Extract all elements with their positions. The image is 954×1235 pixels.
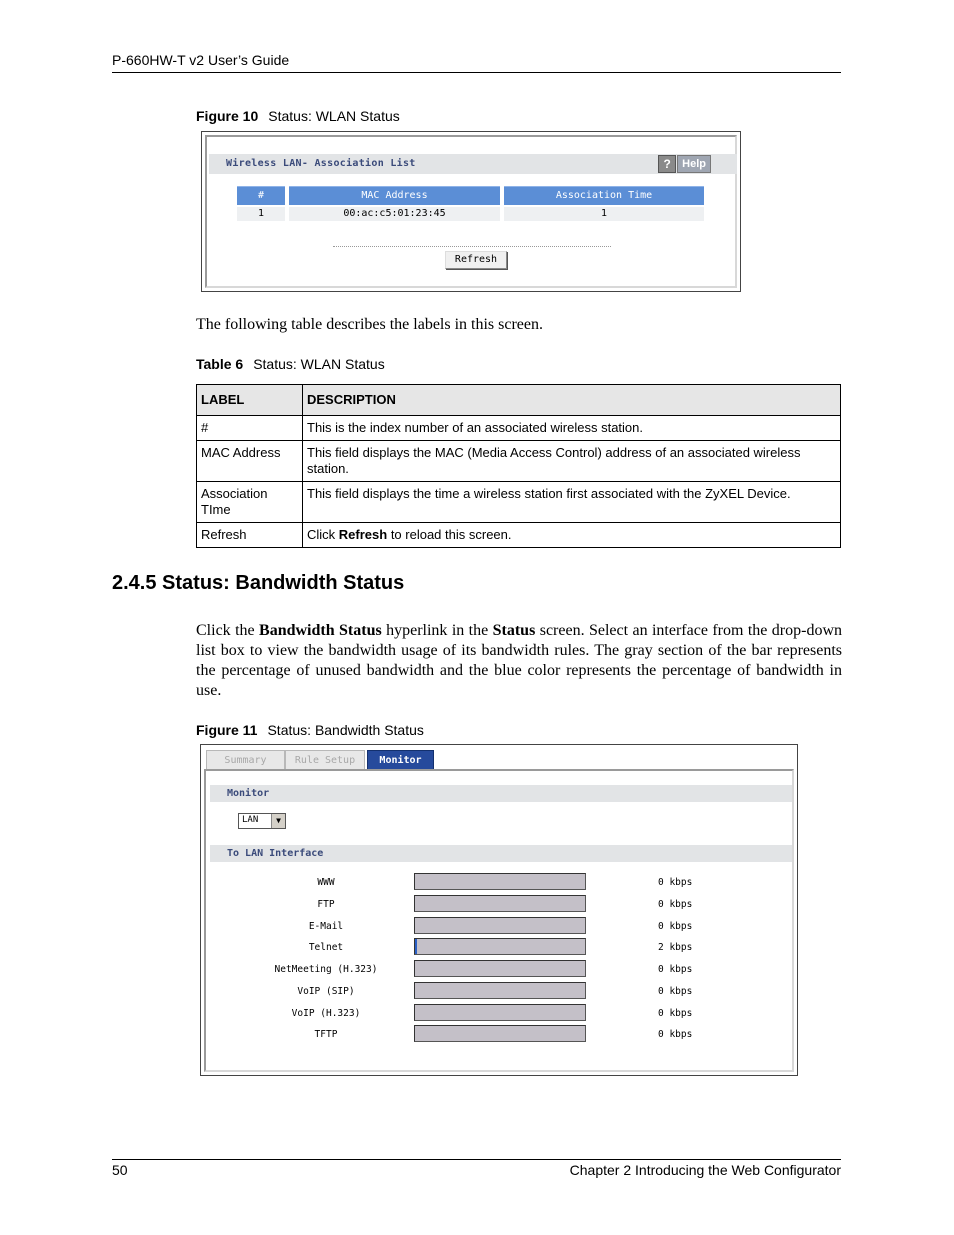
tab-rule-setup[interactable]: Rule Setup [285, 750, 365, 770]
bandwidth-row [206, 960, 792, 980]
usage-bar [414, 938, 586, 955]
figure11-label: Figure 11 [196, 722, 258, 738]
divider [333, 246, 611, 247]
bandwidth-row [206, 895, 792, 915]
row-description: This is the index number of an associated wireless station. [303, 416, 841, 441]
rule-label: VoIP (SIP) [297, 986, 355, 997]
usage-bar [414, 917, 586, 934]
interface-value: LAN [242, 815, 259, 825]
refresh-button[interactable]: Refresh [445, 251, 507, 269]
section-heading: 2.4.5 Status: Bandwidth Status [112, 572, 405, 594]
figure10-label: Figure 10 [196, 108, 259, 124]
figure10-title: Status: WLAN Status [268, 108, 400, 124]
desc-text: Click [307, 527, 339, 542]
para-bold: Bandwidth Status [259, 622, 382, 639]
row-description [303, 523, 841, 548]
figure10-screenshot [201, 131, 741, 292]
row-label: MAC Address [197, 441, 303, 482]
header-rule [112, 72, 841, 73]
bandwidth-row [206, 1025, 792, 1045]
help-icon: ? [658, 155, 676, 173]
desc-bold: Refresh [338, 527, 388, 542]
row-label: Refresh [197, 523, 303, 548]
rule-label: VoIP (H.323) [291, 1008, 361, 1019]
table-row [197, 482, 841, 523]
bandwidth-row [206, 982, 792, 1002]
section-paragraph [196, 621, 842, 701]
cell-mac: 00:ac:c5:01:23:45 [289, 207, 500, 221]
usage-bar [414, 960, 586, 977]
desc-text: to reload this screen. [387, 527, 512, 542]
bandwidth-row [206, 917, 792, 937]
interface-select[interactable] [238, 813, 286, 829]
table-row [197, 441, 841, 482]
label-description-table [196, 384, 841, 548]
col-header-index: # [237, 186, 285, 205]
rule-rate: 0 kbps [658, 921, 693, 932]
rule-rate: 2 kbps [658, 942, 693, 953]
rule-label: WWW [317, 877, 335, 888]
para-text: screen. Select an interface from the drop-down list box to view the bandwidth usage of its bandwidth rules. The gray section of the bar represents the percentage of unused bandwidth and the blue color represents the percentage of bandwidth in use. [196, 622, 842, 699]
figure10-caption [196, 108, 400, 124]
row-label: Association TIme [197, 482, 303, 523]
help-button[interactable] [658, 155, 711, 173]
help-label: Help [677, 155, 711, 173]
figure11-title: Status: Bandwidth Status [267, 722, 424, 738]
table-header-row [197, 385, 841, 416]
rule-label: FTP [317, 899, 335, 910]
rule-label: TFTP [314, 1029, 338, 1040]
usage-bar [414, 1004, 586, 1021]
bandwidth-row [206, 938, 792, 958]
table6-label: Table 6 [196, 356, 244, 372]
rule-rate: 0 kbps [658, 964, 693, 975]
monitor-panel [204, 769, 794, 1072]
rule-label: NetMeeting (H.323) [274, 964, 378, 975]
row-description: This field displays the time a wireless station first associated with the ZyXEL Device. [303, 482, 841, 523]
table-row [197, 523, 841, 548]
table6-title: Status: WLAN Status [253, 356, 385, 372]
intro-paragraph: The following table describes the labels in this screen. [196, 316, 544, 333]
footer-rule [112, 1159, 841, 1160]
usage-bar [414, 982, 586, 999]
interface-title-bar [210, 845, 792, 862]
para-text: hyperlink in the [381, 622, 493, 639]
page-number: 50 [112, 1162, 128, 1178]
cell-assoc-time: 1 [504, 207, 704, 221]
usage-bar [414, 873, 586, 890]
rule-rate: 0 kbps [658, 877, 693, 888]
para-bold: Status [492, 622, 536, 639]
th-description: DESCRIPTION [303, 385, 841, 416]
table-row [197, 416, 841, 441]
rule-rate: 0 kbps [658, 986, 693, 997]
chapter-title: Chapter 2 Introducing the Web Configurator [569, 1162, 841, 1178]
table6-caption [196, 356, 385, 372]
col-header-mac: MAC Address [289, 186, 500, 205]
bandwidth-row [206, 873, 792, 893]
usage-bar [414, 1025, 586, 1042]
figure11-caption [196, 722, 424, 738]
th-label: LABEL [197, 385, 303, 416]
rule-rate: 0 kbps [658, 1008, 693, 1019]
rule-rate: 0 kbps [658, 1029, 693, 1040]
rule-label: E-Mail [308, 921, 344, 932]
wlan-panel [205, 135, 737, 288]
running-header: P-660HW-T v2 User’s Guide [112, 52, 290, 68]
col-header-assoc-time: Association Time [504, 186, 704, 205]
monitor-title-bar [210, 785, 792, 802]
wlan-title-bar [209, 154, 737, 174]
cell-index: 1 [237, 207, 285, 221]
rule-rate: 0 kbps [658, 899, 693, 910]
tab-summary[interactable]: Summary [206, 750, 285, 770]
dropdown-arrow-icon: ▼ [271, 814, 285, 828]
bandwidth-row [206, 1004, 792, 1024]
tab-monitor[interactable]: Monitor [367, 750, 434, 770]
usage-bar [414, 895, 586, 912]
para-text: Click the [196, 622, 260, 639]
interface-title: To LAN Interface [227, 848, 324, 859]
wlan-section-title: Wireless LAN- Association List [226, 158, 416, 169]
figure11-screenshot [200, 744, 798, 1076]
row-label: # [197, 416, 303, 441]
row-description: This field displays the MAC (Media Access Control) address of an associated wireless station. [303, 441, 841, 482]
usage-fill [415, 939, 417, 954]
monitor-title: Monitor [227, 788, 270, 799]
rule-label: Telnet [308, 942, 344, 953]
